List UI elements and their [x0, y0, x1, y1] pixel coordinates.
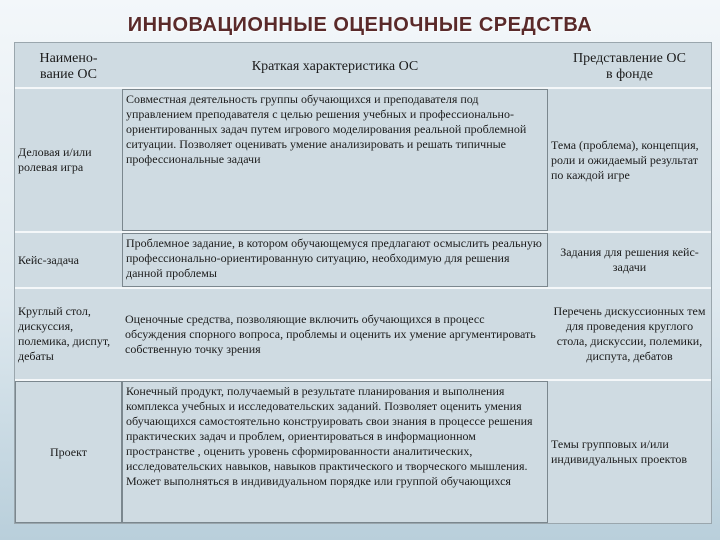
header-representation: Представление ОС в фонде: [573, 51, 686, 82]
row-description: Совместная деятельность группы обучающихся и преподавателя под управлением преподавателя с целью решения учебных и профессионально-ориентированных задач путем игрового моделирования реальной проблемной ситуации. Позволяет оценивать умение анализировать и решать типичные профессиональные задачи: [122, 89, 548, 231]
header-description: Краткая характеристика ОС: [251, 59, 419, 74]
row-name: Круглый стол, дискуссия, полемика, диспут, дебаты: [18, 304, 111, 363]
row-description: Конечный продукт, получаемый в результате планирования и выполнения комплекса учебных и исследовательских заданий. Позволяет оценить умения обучающихся самостоятельно конструировать свои знания в процессе решения практических задач и проблем, ориентироваться в информационном пространстве , оценить уровень сформированности аналитических, исследовательских навыков, навыков практического и творческого мышления. Может выполняться в индивидуальном порядке или группой обучающихся: [122, 381, 548, 523]
header-name: Наимено- вание ОС: [39, 51, 98, 82]
table-row: [15, 89, 711, 231]
table-row: [15, 381, 711, 523]
row-representation: Перечень дискуссионных тем для проведения круглого стола, дискуссии, полемики, диспута, дебатов: [553, 304, 706, 363]
row-name: Проект: [15, 381, 122, 523]
row-name: Кейс-задача: [18, 252, 79, 267]
row-name: Деловая и/или ролевая игра: [18, 145, 92, 174]
table-row: [15, 233, 711, 287]
row-representation: Тема (проблема), концепция, роли и ожидаемый результат по каждой игре: [551, 137, 699, 182]
row-description: Оценочные средства, позволяющие включить обучающихся в процесс обсуждения спорного вопроса, проблемы и оценить их умение аргументировать собственную точку зрения: [125, 311, 536, 356]
row-representation: Задания для решения кейс- задачи: [560, 245, 699, 274]
assessment-table: [14, 42, 712, 524]
table-row: [15, 289, 711, 379]
row-representation: Темы групповых и/или индивидуальных проектов: [551, 437, 688, 466]
row-description: Проблемное задание, в котором обучающемуся предлагают осмыслить реальную профессионально-ориентированную ситуацию, необходимую для решения данной проблемы: [122, 233, 548, 287]
table-header: [15, 43, 711, 87]
page-title: ИННОВАЦИОННЫЕ ОЦЕНОЧНЫЕ СРЕДСТВА: [127, 14, 593, 36]
